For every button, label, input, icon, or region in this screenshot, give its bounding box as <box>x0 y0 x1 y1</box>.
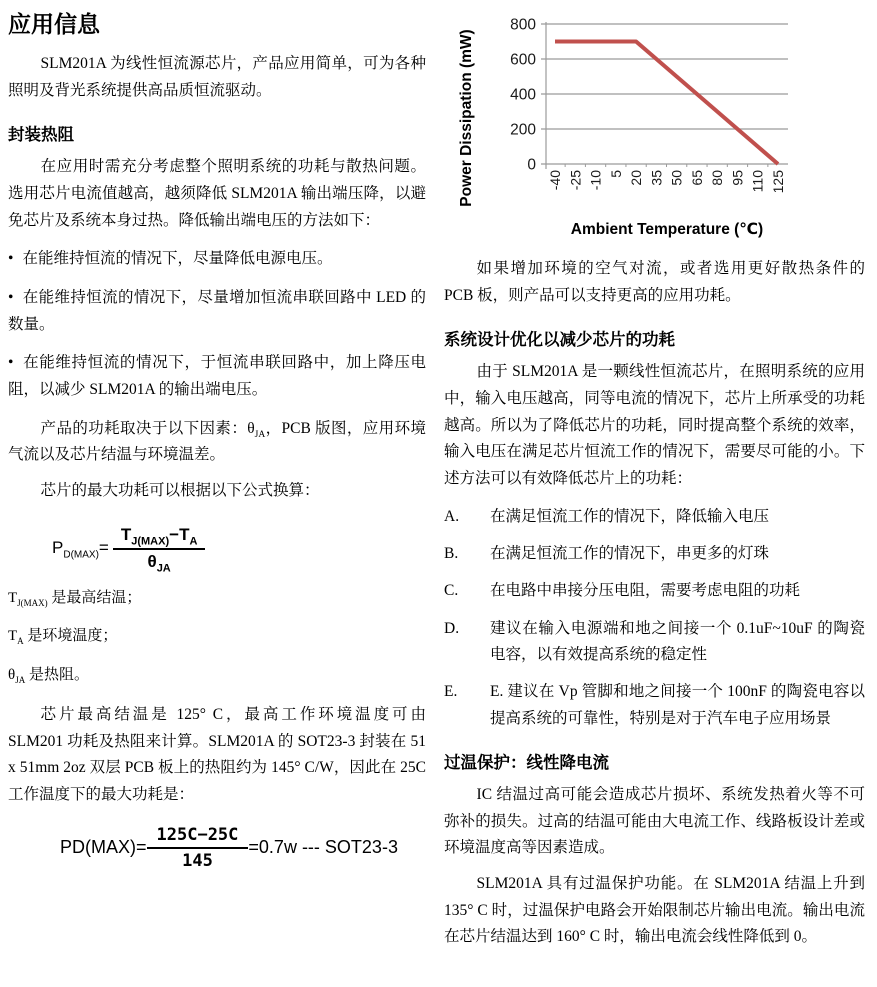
bullet-item-2 <box>8 285 426 338</box>
bullet-item-1 <box>8 246 426 273</box>
svg-text:Ambient Temperature (℃): Ambient Temperature (℃) <box>570 221 764 238</box>
svg-text:800: 800 <box>510 16 536 34</box>
pd-max-calculation <box>60 825 426 871</box>
system-optimization-heading: 系统设计优化以减少芯片的功耗 <box>444 330 675 350</box>
svg-text:65: 65 <box>688 170 705 186</box>
svg-text:20: 20 <box>628 170 645 186</box>
svg-text:50: 50 <box>668 170 685 186</box>
definition-tjmax: $T_{J(MAX)}$ 是最高结温； <box>8 589 142 608</box>
bullet-icon: • <box>8 250 14 268</box>
bullet-icon: • <box>8 354 14 372</box>
formula-intro-paragraph: 芯片的最大功耗可以根据以下公式换算： <box>40 481 320 499</box>
pdmax-fraction <box>147 825 249 871</box>
page-title: 应用信息 <box>8 12 100 37</box>
list-item-e: E. E. 建议在 Vp 管脚和地之间接一个 100nF 的陶瓷电容以提高系统的可靠性，特别是对于汽车电子应用场景 <box>444 683 865 727</box>
svg-text:200: 200 <box>510 121 536 139</box>
svg-text:Power Dissipation (mW): Power Dissipation (mW) <box>458 29 475 207</box>
bullet-icon: • <box>8 288 14 306</box>
formula-denominator: $\theta_{JA}$ <box>147 551 171 574</box>
definition-theta-ja: $\theta_{JA}$ 是热阻。 <box>8 667 89 686</box>
svg-text:-40: -40 <box>547 170 563 191</box>
svg-text:35: 35 <box>648 170 665 186</box>
derating-curve-svg <box>454 8 806 242</box>
convection-paragraph: 如果增加环境的空气对流，或者选用更好散热条件的 PCB 板，则产品可以支持更高的应用功耗。 <box>444 260 865 304</box>
list-item-c: C. 在电路中串接分压电阻，需要考虑电阻的功耗 <box>444 582 801 600</box>
formula-lhs: $P_{D(MAX)}=$ <box>52 538 109 561</box>
power-factors-paragraph <box>8 416 426 469</box>
svg-text:400: 400 <box>510 86 536 104</box>
thermal-resistance-heading: 封装热阻 <box>8 125 74 145</box>
factors-post: ，PCB 版图，应用环境气流以及芯片结温与环境温差。 <box>8 419 426 464</box>
pdmax-result: =0.7w --- SOT23-3 <box>248 837 398 858</box>
formula-numerator: $T_{J(MAX)}-T_A$ <box>113 525 206 550</box>
formula-fraction <box>113 525 206 572</box>
svg-text:-10: -10 <box>587 170 604 191</box>
optimization-list <box>444 504 865 732</box>
svg-text:-25: -25 <box>567 170 584 191</box>
list-item-b: B. 在满足恒流工作的情况下，串更多的灯珠 <box>444 544 770 562</box>
pdmax-denominator: 145 <box>182 850 213 871</box>
overtemp-paragraph-1: IC 结温过高可能会造成芯片损坏、系统发热着火等不可弥补的损失。过高的结温可能由大电流工作、线路板设计差或环境温度高等因素造成。 <box>444 786 865 857</box>
bullet-item-3 <box>8 350 426 403</box>
svg-text:95: 95 <box>729 170 746 186</box>
pdmax-lhs: PD(MAX)= <box>60 837 147 858</box>
max-junction-paragraph: 芯片最高结温是 125° C，最高工作环境温度可由 SLM201 功耗及热阻来计算。SLM201A 的 SOT23-3 封装在 51 x 51mm 2oz 双层 PCB 板上的热阻约为 145° C/W，因此在 25C 工作温度下的最大功耗是： <box>8 705 426 803</box>
svg-text:110: 110 <box>749 170 766 193</box>
overtemp-protection-heading: 过温保护：线性降电流 <box>444 753 609 772</box>
bullet-text: 在能维持恒流的情况下，尽量增加恒流串联回路中 LED 的数量。 <box>8 288 426 333</box>
definition-ta: $T_A$ 是环境温度； <box>8 628 118 647</box>
left-column <box>8 4 438 987</box>
theta-subscript: JA <box>254 429 266 440</box>
power-dissipation-chart <box>454 8 806 242</box>
factors-pre: 产品的功耗取决于以下因素： <box>40 419 248 437</box>
svg-text:80: 80 <box>709 170 726 186</box>
thermal-paragraph: 在应用时需充分考虑整个照明系统的功耗与散热问题。选用芯片电流值越高，越须降低 SLM201A 输出端压降，以避免芯片及系统本身过热。降低输出端电压的方法如下： <box>8 158 426 229</box>
svg-text:0: 0 <box>527 156 536 174</box>
bullet-text: 在能维持恒流的情况下，尽量降低电源电压。 <box>22 250 333 268</box>
pdmax-numerator: 125C−25C <box>147 825 249 849</box>
max-power-formula <box>52 525 426 572</box>
overtemp-paragraph-2: SLM201A 具有过温保护功能。在 SLM201A 结温上升到 135° C 时，过温保护电路会开始限制芯片输出电流。输出电流在芯片结温达到 160° C 时，输出电流会线性降低到 0。 <box>444 874 865 946</box>
intro-paragraph: SLM201A 为线性恒流源芯片，产品应用简单，可为各种照明及背光系统提供高品质恒流驱动。 <box>8 55 426 99</box>
list-item-d: D. 建议在输入电源端和地之间接一个 0.1uF~10uF 的陶瓷电容，以有效提高系统的稳定性 <box>444 619 865 663</box>
right-column <box>438 4 865 987</box>
svg-text:125: 125 <box>770 170 786 194</box>
svg-text:5: 5 <box>607 170 624 178</box>
system-optimization-paragraph: 由于 SLM201A 是一颗线性恒流芯片，在照明系统的应用中，输入电压越高，同等电流的情况下，芯片上所承受的功耗越高。所以为了降低芯片的功耗，同时提高整个系统的效率，输入电压在满足芯片恒流工作的情况下，需要尽可能的小。下述方法可以有效降低芯片上的功耗： <box>444 363 865 487</box>
theta-symbol: θ <box>247 419 255 437</box>
bullet-text: 在能维持恒流的情况下，于恒流串联回路中，加上降压电阻，以减少 SLM201A 的输出端电压。 <box>8 354 426 398</box>
list-item-a: A. 在满足恒流工作的情况下，降低输入电压 <box>444 507 770 525</box>
svg-text:600: 600 <box>510 51 536 69</box>
